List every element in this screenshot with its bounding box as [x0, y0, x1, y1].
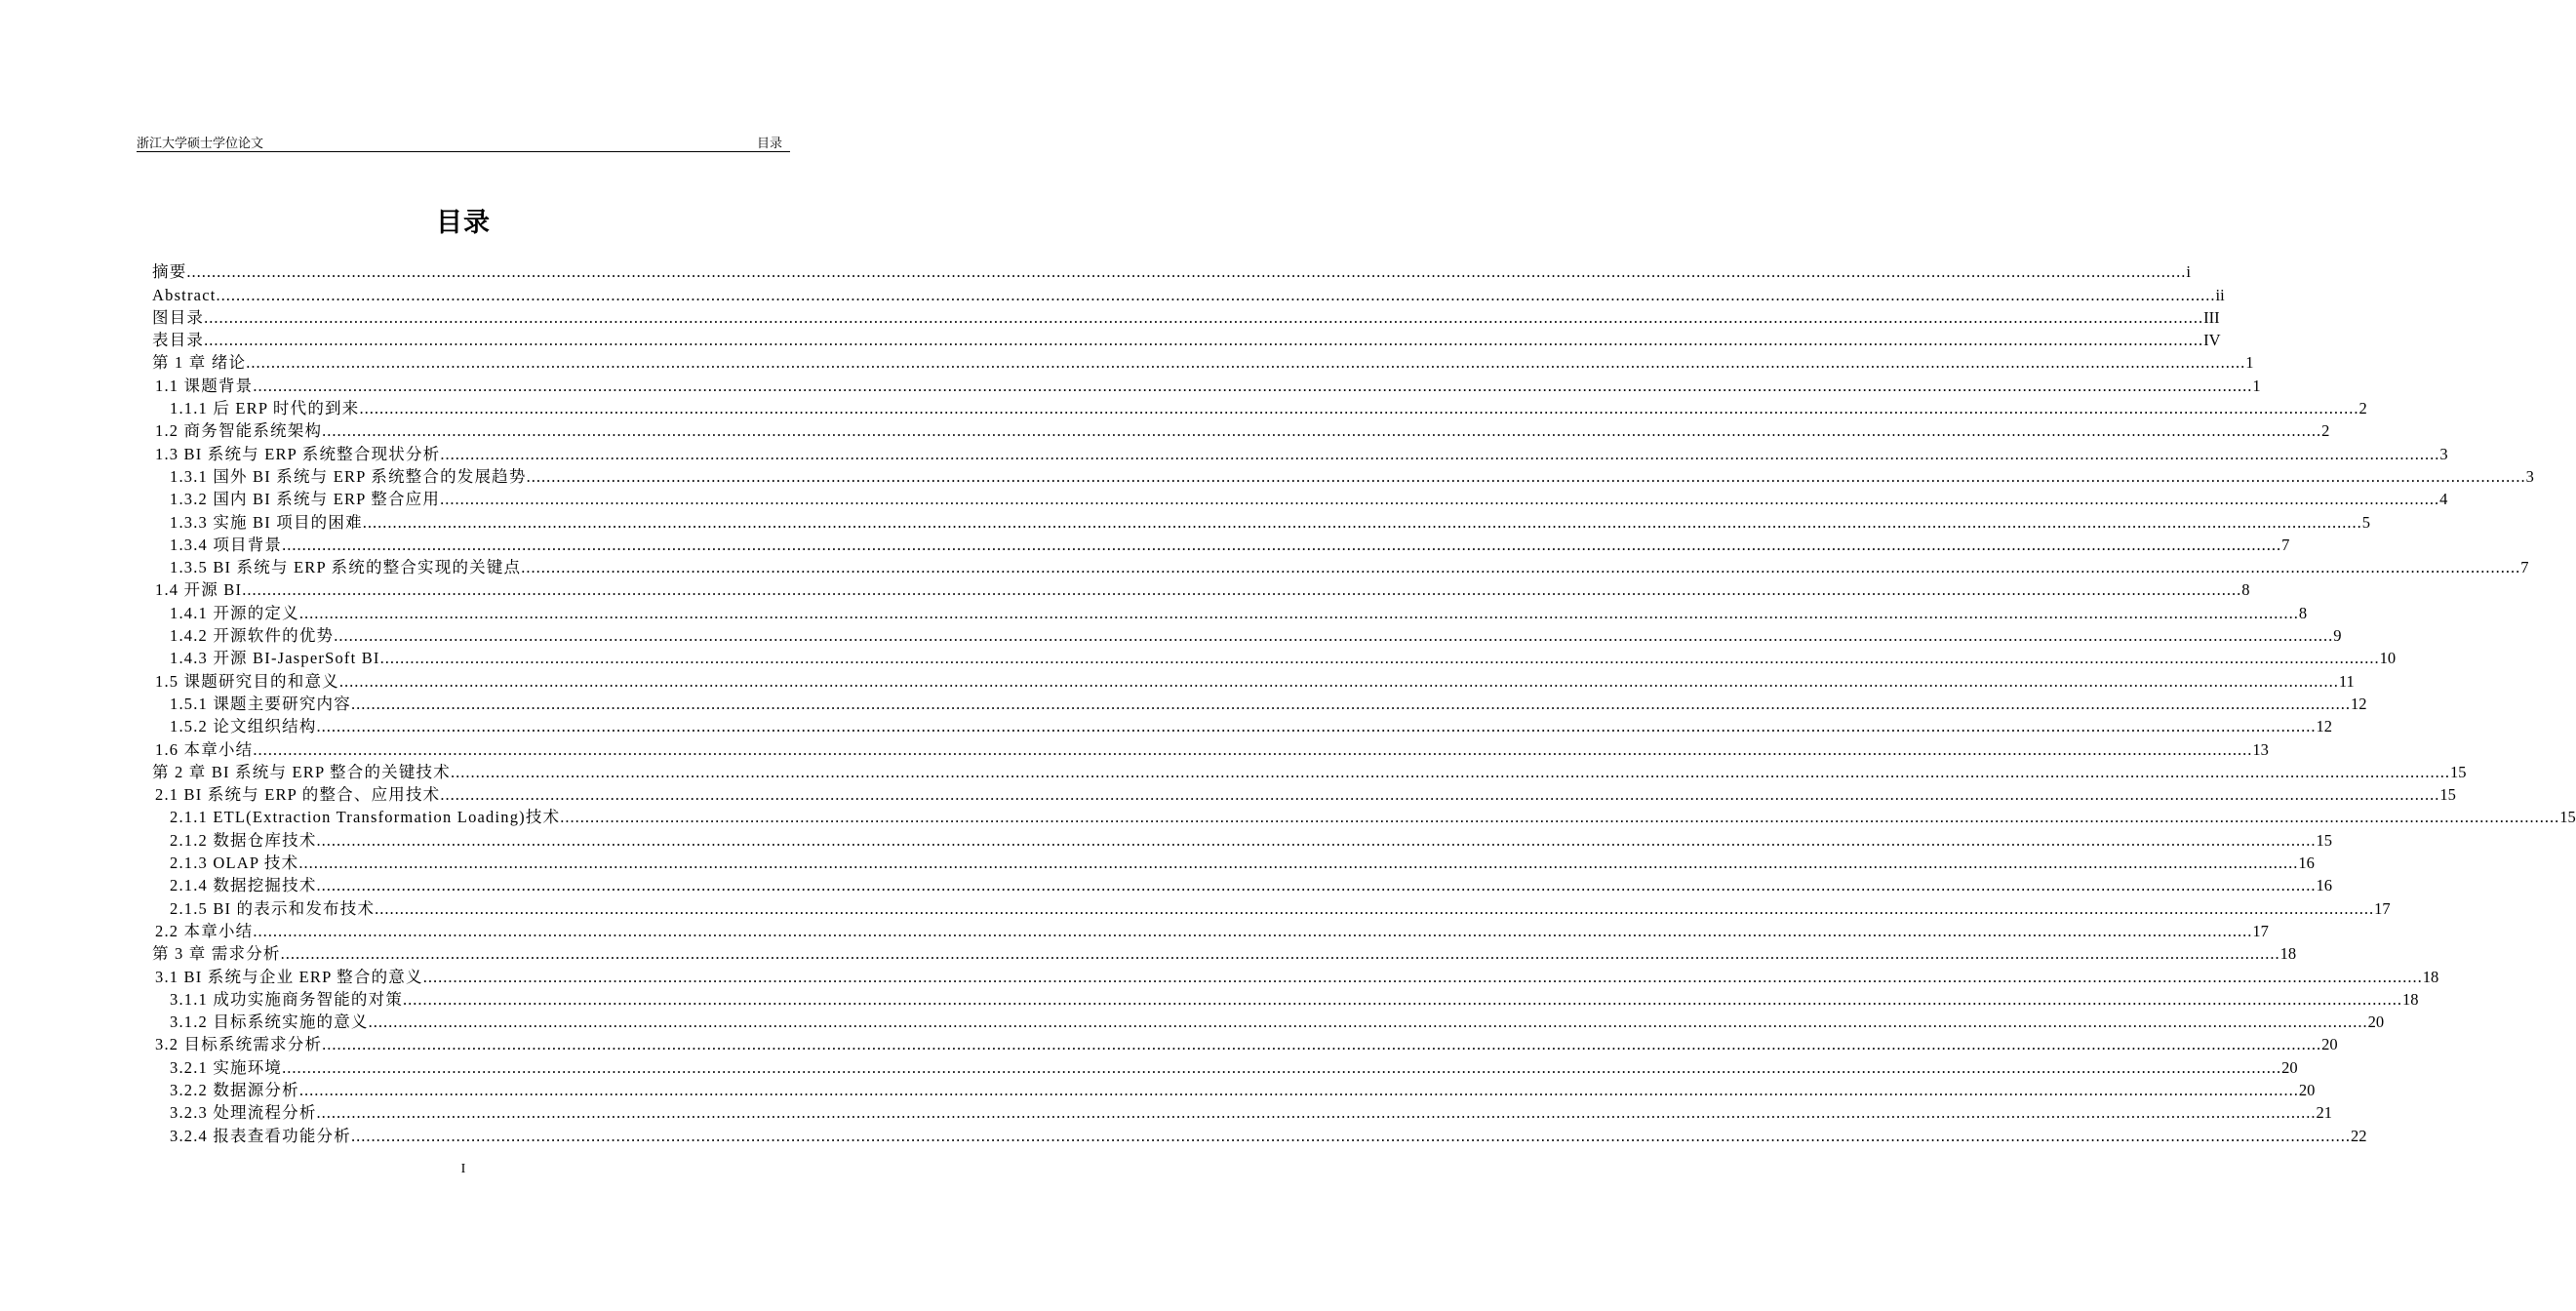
toc-entry-title: 3.1.1 成功实施商务智能的对策: [170, 989, 404, 1009]
toc-entry-title: 2.1.3 OLAP 技术: [170, 854, 299, 873]
toc-leader-dots: ................................................................................................................................................................................................................................................................................................................................................................................................................: [186, 262, 2187, 282]
toc-entry-title: 摘要: [152, 262, 187, 282]
toc-entry-title: 1.6 本章小结: [155, 739, 254, 759]
toc-entry-page: 20: [2367, 1013, 2385, 1032]
toc-leader-dots: ................................................................................................................................................................................................................................................................................................................................................................................................................: [298, 854, 2299, 873]
toc-entry-title: 2.1.4 数据挖掘技术: [170, 876, 317, 895]
toc-entry-page: 4: [2439, 490, 2448, 509]
toc-leader-dots: ................................................................................................................................................................................................................................................................................................................................................................................................................: [350, 1126, 2351, 1145]
toc-leader-dots: ................................................................................................................................................................................................................................................................................................................................................................................................................: [440, 490, 2440, 509]
toc-entry-title: 3.2.3 处理流程分析: [170, 1103, 317, 1123]
toc-entry[interactable]: [152, 419, 2330, 442]
toc-entry[interactable]: [152, 806, 2576, 828]
toc-entry-page: 8: [2241, 580, 2250, 600]
toc-entry-title: 1.5.2 论文组织结构: [170, 717, 317, 736]
toc-entry[interactable]: [152, 942, 2297, 965]
toc-entry-title: 2.2 本章小结: [155, 921, 254, 940]
toc-entry[interactable]: [152, 988, 2419, 1011]
toc-entry-title: Abstract: [152, 285, 217, 304]
toc-entry[interactable]: [152, 510, 2371, 533]
toc-entry-page: 11: [2338, 671, 2355, 691]
toc-leader-dots: ................................................................................................................................................................................................................................................................................................................................................................................................................: [368, 1013, 2368, 1032]
toc-entry[interactable]: [152, 1033, 2338, 1055]
toc-entry[interactable]: [152, 920, 2269, 942]
toc-entry-title: 1.5 课题研究目的和意义: [155, 671, 339, 691]
toc-entry-title: 2.1 BI 系统与 ERP 的整合、应用技术: [155, 785, 441, 805]
toc-leader-dots: ................................................................................................................................................................................................................................................................................................................................................................................................................: [316, 876, 2317, 895]
toc-entry-title: 第 2 章 BI 系统与 ERP 整合的关键技术: [152, 762, 451, 781]
toc-entry[interactable]: [152, 1055, 2298, 1078]
toc-entry[interactable]: [152, 828, 2333, 851]
table-of-contents: [152, 260, 2576, 1147]
toc-entry[interactable]: [152, 715, 2333, 737]
toc-leader-dots: ................................................................................................................................................................................................................................................................................................................................................................................................................: [526, 466, 2526, 486]
toc-entry-page: 15: [2559, 808, 2576, 827]
toc-entry-page: 8: [2298, 603, 2308, 622]
toc-entry[interactable]: [152, 397, 2367, 419]
toc-entry-page: i: [2186, 262, 2191, 282]
toc-leader-dots: ................................................................................................................................................................................................................................................................................................................................................................................................................: [282, 1057, 2282, 1077]
toc-entry[interactable]: [152, 351, 2254, 374]
toc-entry-page: 17: [2252, 921, 2269, 940]
toc-entry[interactable]: [152, 647, 2397, 669]
toc-entry-page: 15: [2449, 762, 2467, 781]
toc-entry-page: 20: [2298, 1080, 2316, 1099]
toc-leader-dots: ................................................................................................................................................................................................................................................................................................................................................................................................................: [246, 353, 2246, 373]
toc-entry-title: 第 1 章 绪论: [152, 353, 247, 373]
toc-entry-title: 1.2 商务智能系统架构: [155, 421, 323, 441]
toc-entry-page: 16: [2316, 876, 2333, 895]
toc-entry-title: 1.4.1 开源的定义: [170, 603, 299, 622]
toc-entry-title: 1.1.1 后 ERP 时代的到来: [170, 399, 360, 418]
toc-leader-dots: ................................................................................................................................................................................................................................................................................................................................................................................................................: [322, 421, 2322, 441]
toc-entry[interactable]: [152, 1101, 2333, 1124]
toc-entry-page: III: [2203, 307, 2220, 327]
toc-entry[interactable]: [152, 374, 2261, 396]
toc-entry[interactable]: [152, 761, 2467, 783]
toc-entry-title: 1.4.2 开源软件的优势: [170, 626, 335, 646]
toc-entry-title: 1.4.3 开源 BI-JasperSoft BI: [170, 649, 380, 668]
toc-entry-page: 2: [2358, 399, 2367, 418]
toc-entry[interactable]: [152, 693, 2367, 715]
toc-entry-title: 第 3 章 需求分析: [152, 944, 281, 964]
toc-entry-title: 3.2 目标系统需求分析: [155, 1035, 323, 1054]
toc-leader-dots: ................................................................................................................................................................................................................................................................................................................................................................................................................: [282, 535, 2282, 554]
toc-leader-dots: ................................................................................................................................................................................................................................................................................................................................................................................................................: [350, 694, 2351, 713]
toc-entry[interactable]: [152, 874, 2333, 896]
toc-entry-page: 1: [2245, 353, 2254, 373]
toc-entry-page: 18: [2422, 967, 2439, 986]
toc-leader-dots: ................................................................................................................................................................................................................................................................................................................................................................................................................: [204, 307, 2204, 327]
page-title: 目录: [436, 208, 491, 237]
toc-entry-page: ii: [2215, 285, 2225, 304]
toc-leader-dots: ................................................................................................................................................................................................................................................................................................................................................................................................................: [216, 285, 2216, 304]
toc-entry-page: 3: [2439, 444, 2448, 463]
toc-entry-page: 9: [2333, 626, 2342, 646]
toc-leader-dots: ................................................................................................................................................................................................................................................................................................................................................................................................................: [280, 944, 2280, 964]
toc-entry[interactable]: [152, 783, 2456, 806]
toc-entry[interactable]: [152, 306, 2220, 329]
toc-entry-page: 7: [2520, 558, 2529, 577]
toc-leader-dots: ................................................................................................................................................................................................................................................................................................................................................................................................................: [316, 717, 2317, 736]
toc-entry-page: IV: [2203, 331, 2221, 350]
toc-entry[interactable]: [152, 1079, 2316, 1101]
toc-entry[interactable]: [152, 896, 2391, 919]
toc-leader-dots: ................................................................................................................................................................................................................................................................................................................................................................................................................: [298, 1080, 2299, 1099]
toc-leader-dots: ................................................................................................................................................................................................................................................................................................................................................................................................................: [450, 762, 2450, 781]
toc-entry-title: 1.3 BI 系统与 ERP 系统整合现状分析: [155, 444, 441, 463]
toc-entry[interactable]: [152, 624, 2342, 647]
toc-entry[interactable]: [152, 329, 2221, 351]
toc-entry-title: 2.1.2 数据仓库技术: [170, 830, 317, 850]
toc-leader-dots: ................................................................................................................................................................................................................................................................................................................................................................................................................: [316, 1103, 2317, 1123]
toc-leader-dots: ................................................................................................................................................................................................................................................................................................................................................................................................................: [403, 989, 2403, 1009]
toc-entry-page: 22: [2350, 1126, 2367, 1145]
toc-entry-page: 21: [2316, 1103, 2333, 1123]
toc-entry-page: 15: [2439, 785, 2456, 805]
toc-leader-dots: ................................................................................................................................................................................................................................................................................................................................................................................................................: [322, 1035, 2322, 1054]
toc-entry-title: 2.1.1 ETL(Extraction Transformation Loading)技术: [170, 808, 561, 827]
toc-entry-page: 1: [2252, 376, 2261, 395]
toc-entry-title: 1.3.1 国外 BI 系统与 ERP 系统整合的发展趋势: [170, 466, 527, 486]
header-section-name: 目录: [756, 136, 782, 150]
header-thesis-name: 浙江大学硕士学位论文: [137, 136, 264, 150]
toc-leader-dots: ................................................................................................................................................................................................................................................................................................................................................................................................................: [242, 580, 2242, 600]
toc-entry-page: 12: [2316, 717, 2333, 736]
toc-entry[interactable]: [152, 669, 2355, 692]
toc-entry-title: 图目录: [152, 307, 205, 327]
toc-entry-title: 2.1.5 BI 的表示和发布技术: [170, 898, 376, 918]
toc-entry[interactable]: [152, 465, 2534, 488]
toc-entry-page: 18: [2279, 944, 2297, 964]
toc-entry-page: 13: [2252, 739, 2269, 759]
toc-entry[interactable]: [152, 1011, 2385, 1033]
toc-entry-title: 3.2.2 数据源分析: [170, 1080, 299, 1099]
toc-entry[interactable]: [152, 1124, 2367, 1146]
page-header: [137, 131, 790, 152]
toc-leader-dots: ................................................................................................................................................................................................................................................................................................................................................................................................................: [379, 649, 2380, 668]
toc-leader-dots: ................................................................................................................................................................................................................................................................................................................................................................................................................: [316, 830, 2317, 850]
toc-leader-dots: ................................................................................................................................................................................................................................................................................................................................................................................................................: [440, 444, 2440, 463]
toc-leader-dots: ................................................................................................................................................................................................................................................................................................................................................................................................................: [334, 626, 2334, 646]
toc-entry-page: 7: [2281, 535, 2290, 554]
toc-entry-title: 表目录: [152, 331, 205, 350]
toc-entry-title: 1.3.4 项目背景: [170, 535, 283, 554]
toc-entry-page: 17: [2374, 898, 2391, 918]
toc-entry[interactable]: [152, 556, 2529, 578]
toc-entry[interactable]: [152, 534, 2290, 556]
toc-entry-page: 12: [2350, 694, 2367, 713]
toc-entry-title: 1.5.1 课题主要研究内容: [170, 694, 351, 713]
toc-entry-page: 15: [2316, 830, 2333, 850]
toc-leader-dots: ................................................................................................................................................................................................................................................................................................................................................................................................................: [204, 331, 2204, 350]
toc-entry-page: 18: [2402, 989, 2419, 1009]
toc-entry[interactable]: [152, 260, 2191, 283]
toc-entry-title: 3.2.1 实施环境: [170, 1057, 283, 1077]
toc-leader-dots: ................................................................................................................................................................................................................................................................................................................................................................................................................: [338, 671, 2339, 691]
toc-leader-dots: ................................................................................................................................................................................................................................................................................................................................................................................................................: [375, 898, 2375, 918]
toc-leader-dots: ................................................................................................................................................................................................................................................................................................................................................................................................................: [422, 967, 2423, 986]
toc-entry[interactable]: [152, 852, 2315, 874]
toc-entry-page: 3: [2525, 466, 2534, 486]
toc-entry[interactable]: [152, 737, 2269, 760]
toc-entry-page: 5: [2361, 512, 2371, 532]
toc-entry-page: 10: [2379, 649, 2397, 668]
toc-entry-page: 20: [2281, 1057, 2298, 1077]
toc-entry-title: 1.1 课题背景: [155, 376, 254, 395]
page-number: I: [460, 1162, 466, 1176]
toc-entry[interactable]: [152, 965, 2439, 987]
toc-entry[interactable]: [152, 578, 2250, 601]
toc-leader-dots: ................................................................................................................................................................................................................................................................................................................................................................................................................: [298, 603, 2299, 622]
toc-entry-title: 3.2.4 报表查看功能分析: [170, 1126, 351, 1145]
toc-leader-dots: ................................................................................................................................................................................................................................................................................................................................................................................................................: [253, 739, 2253, 759]
toc-entry-title: 1.3.5 BI 系统与 ERP 系统的整合实现的关键点: [170, 558, 522, 577]
toc-leader-dots: ................................................................................................................................................................................................................................................................................................................................................................................................................: [560, 808, 2560, 827]
toc-leader-dots: ................................................................................................................................................................................................................................................................................................................................................................................................................: [253, 921, 2253, 940]
toc-entry-page: 2: [2321, 421, 2330, 441]
toc-leader-dots: ................................................................................................................................................................................................................................................................................................................................................................................................................: [362, 512, 2362, 532]
toc-entry-title: 1.4 开源 BI: [155, 580, 243, 600]
toc-entry[interactable]: [152, 283, 2225, 305]
toc-leader-dots: ................................................................................................................................................................................................................................................................................................................................................................................................................: [359, 399, 2359, 418]
toc-entry[interactable]: [152, 488, 2448, 510]
toc-leader-dots: ................................................................................................................................................................................................................................................................................................................................................................................................................: [253, 376, 2253, 395]
toc-entry-title: 3.1 BI 系统与企业 ERP 整合的意义: [155, 967, 423, 986]
toc-entry-title: 3.1.2 目标系统实施的意义: [170, 1013, 369, 1032]
toc-entry-page: 16: [2298, 854, 2315, 873]
toc-entry-page: 20: [2321, 1035, 2338, 1054]
toc-entry[interactable]: [152, 442, 2448, 464]
toc-leader-dots: ................................................................................................................................................................................................................................................................................................................................................................................................................: [521, 558, 2521, 577]
toc-entry-title: 1.3.2 国内 BI 系统与 ERP 整合应用: [170, 490, 441, 509]
toc-entry[interactable]: [152, 601, 2308, 623]
toc-leader-dots: ................................................................................................................................................................................................................................................................................................................................................................................................................: [440, 785, 2440, 805]
toc-entry-title: 1.3.3 实施 BI 项目的困难: [170, 512, 363, 532]
